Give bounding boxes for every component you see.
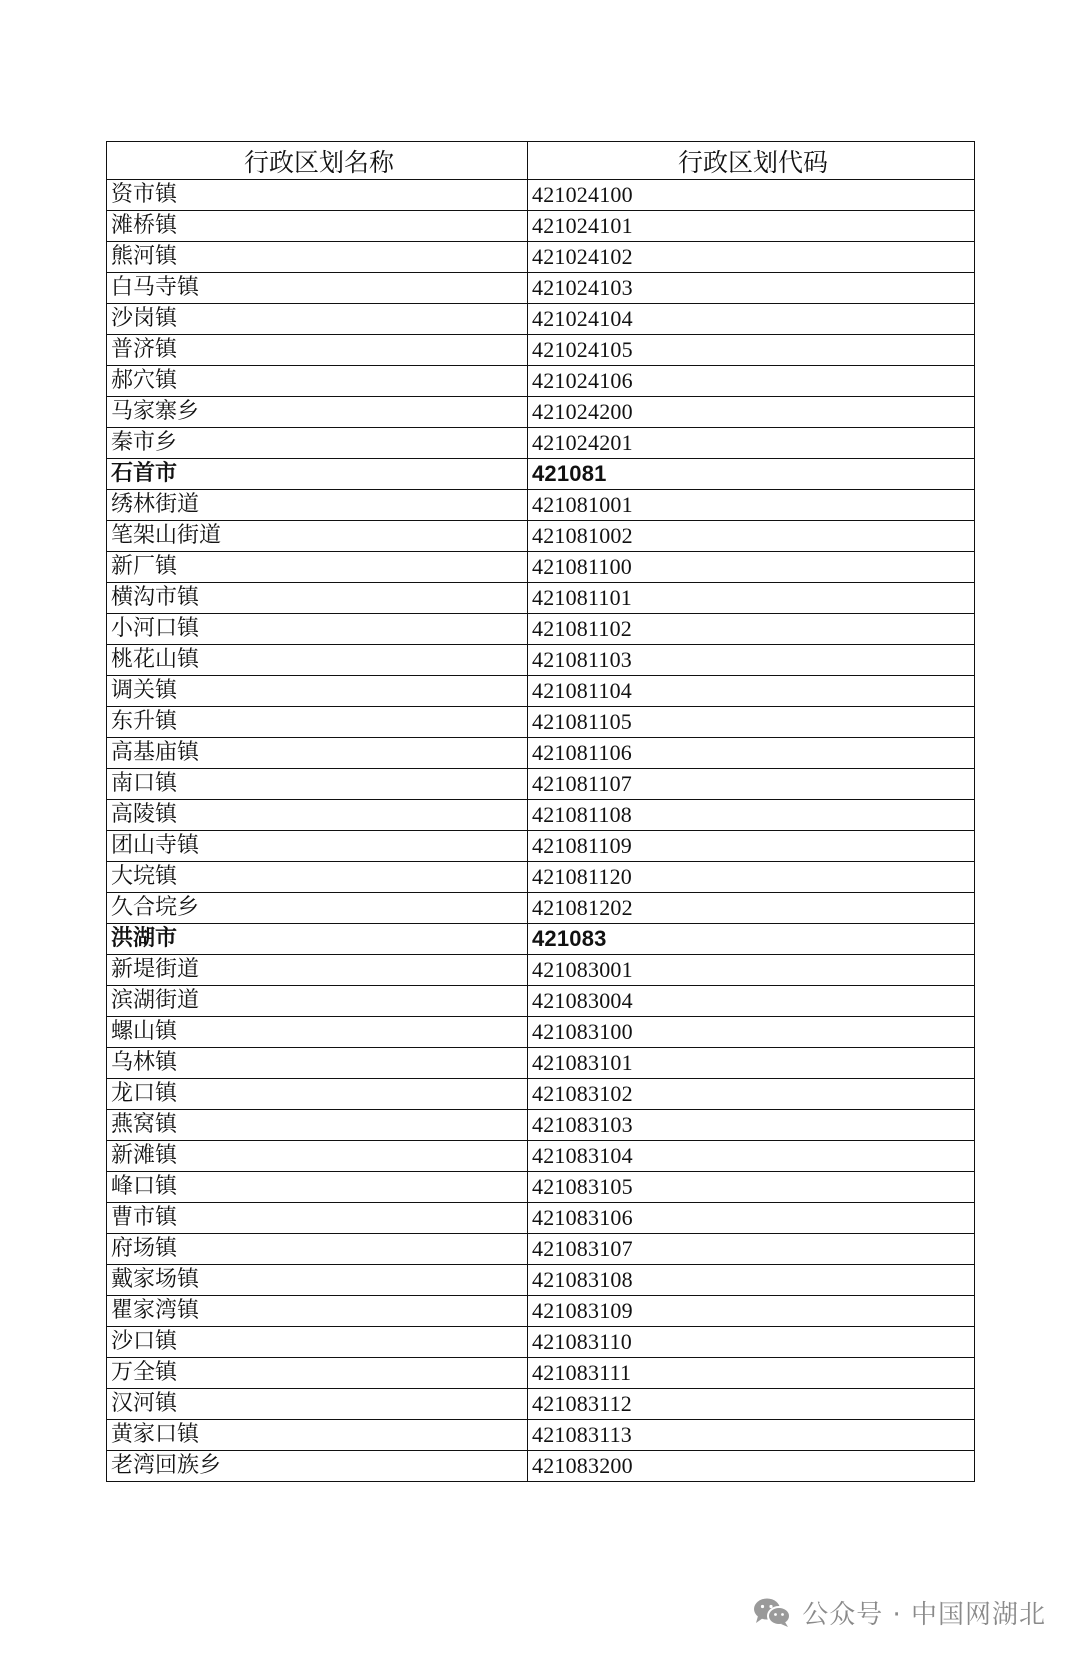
- table-row: [107, 428, 975, 459]
- division-code-cell: 421024104: [528, 304, 975, 335]
- division-name-cell: 洪湖市: [107, 924, 528, 955]
- division-name-cell: 笔架山街道: [107, 521, 528, 552]
- table-row: [107, 1079, 975, 1110]
- division-code-cell: 421083001: [528, 955, 975, 986]
- division-name-cell: 瞿家湾镇: [107, 1296, 528, 1327]
- division-name-cell: 熊河镇: [107, 242, 528, 273]
- division-name-cell: 秦市乡: [107, 428, 528, 459]
- division-name-cell: 燕窝镇: [107, 1110, 528, 1141]
- division-code-cell: 421024105: [528, 335, 975, 366]
- division-code-cell: 421081002: [528, 521, 975, 552]
- table-row: [107, 242, 975, 273]
- table-row: [107, 769, 975, 800]
- division-name-cell: 新厂镇: [107, 552, 528, 583]
- division-code-cell: 421081101: [528, 583, 975, 614]
- division-name-cell: 团山寺镇: [107, 831, 528, 862]
- division-code-cell: 421024103: [528, 273, 975, 304]
- division-code-cell: 421083105: [528, 1172, 975, 1203]
- table-row: [107, 800, 975, 831]
- division-code-cell: 421083110: [528, 1327, 975, 1358]
- division-name-cell: 螺山镇: [107, 1017, 528, 1048]
- division-code-cell: 421081105: [528, 707, 975, 738]
- division-name-cell: 小河口镇: [107, 614, 528, 645]
- division-name-cell: 马家寨乡: [107, 397, 528, 428]
- table-row: [107, 1110, 975, 1141]
- division-name-cell: 普济镇: [107, 335, 528, 366]
- division-code-cell: 421081103: [528, 645, 975, 676]
- division-name-cell: 南口镇: [107, 769, 528, 800]
- division-code-cell: 421083101: [528, 1048, 975, 1079]
- division-code-cell: 421083104: [528, 1141, 975, 1172]
- admin-division-table-container: [106, 141, 974, 1482]
- table-row: [107, 986, 975, 1017]
- division-name-cell: 汉河镇: [107, 1389, 528, 1420]
- table-row: [107, 583, 975, 614]
- division-name-cell: 久合垸乡: [107, 893, 528, 924]
- table-row: [107, 1327, 975, 1358]
- column-header-code: 行政区划代码: [528, 142, 975, 180]
- division-name-cell: 曹市镇: [107, 1203, 528, 1234]
- division-code-cell: 421083: [528, 924, 975, 955]
- table-row: [107, 862, 975, 893]
- table-row: [107, 1203, 975, 1234]
- table-row: [107, 924, 975, 955]
- table-row: [107, 521, 975, 552]
- table-row: [107, 211, 975, 242]
- division-name-cell: 峰口镇: [107, 1172, 528, 1203]
- division-code-cell: 421024102: [528, 242, 975, 273]
- table-row: [107, 366, 975, 397]
- division-name-cell: 乌林镇: [107, 1048, 528, 1079]
- table-row: [107, 1234, 975, 1265]
- column-header-name: 行政区划名称: [107, 142, 528, 180]
- division-name-cell: 龙口镇: [107, 1079, 528, 1110]
- division-name-cell: 新堤街道: [107, 955, 528, 986]
- division-name-cell: 白马寺镇: [107, 273, 528, 304]
- table-row: [107, 1389, 975, 1420]
- table-row: [107, 1172, 975, 1203]
- table-row: [107, 645, 975, 676]
- table-row: [107, 738, 975, 769]
- division-name-cell: 大垸镇: [107, 862, 528, 893]
- division-code-cell: 421081001: [528, 490, 975, 521]
- division-code-cell: 421024201: [528, 428, 975, 459]
- division-code-cell: 421081107: [528, 769, 975, 800]
- division-code-cell: 421081104: [528, 676, 975, 707]
- division-code-cell: 421081108: [528, 800, 975, 831]
- table-row: [107, 335, 975, 366]
- division-name-cell: 石首市: [107, 459, 528, 490]
- division-name-cell: 高基庙镇: [107, 738, 528, 769]
- division-code-cell: 421024200: [528, 397, 975, 428]
- division-code-cell: 421081202: [528, 893, 975, 924]
- division-name-cell: 高陵镇: [107, 800, 528, 831]
- division-code-cell: 421081102: [528, 614, 975, 645]
- division-code-cell: 421083111: [528, 1358, 975, 1389]
- division-name-cell: 黄家口镇: [107, 1420, 528, 1451]
- watermark-text: 公众号 · 中国网湖北: [802, 1599, 1046, 1630]
- table-header-row: [107, 142, 975, 180]
- division-code-cell: 421083107: [528, 1234, 975, 1265]
- table-row: [107, 614, 975, 645]
- division-code-cell: 421081: [528, 459, 975, 490]
- table-row: [107, 397, 975, 428]
- division-code-cell: 421083200: [528, 1451, 975, 1482]
- division-code-cell: 421024100: [528, 180, 975, 211]
- division-code-cell: 421024106: [528, 366, 975, 397]
- division-code-cell: 421081120: [528, 862, 975, 893]
- table-row: [107, 1265, 975, 1296]
- watermark: [752, 1592, 1046, 1632]
- division-name-cell: 沙口镇: [107, 1327, 528, 1358]
- division-code-cell: 421083109: [528, 1296, 975, 1327]
- division-name-cell: 滨湖街道: [107, 986, 528, 1017]
- table-row: [107, 1017, 975, 1048]
- table-row: [107, 1048, 975, 1079]
- division-name-cell: 横沟市镇: [107, 583, 528, 614]
- wechat-icon: [752, 1596, 792, 1628]
- division-name-cell: 沙岗镇: [107, 304, 528, 335]
- division-name-cell: 郝穴镇: [107, 366, 528, 397]
- table-row: [107, 676, 975, 707]
- division-code-cell: 421083004: [528, 986, 975, 1017]
- division-name-cell: 东升镇: [107, 707, 528, 738]
- division-code-cell: 421081106: [528, 738, 975, 769]
- table-row: [107, 1358, 975, 1389]
- division-name-cell: 桃花山镇: [107, 645, 528, 676]
- division-code-cell: 421083103: [528, 1110, 975, 1141]
- table-row: [107, 273, 975, 304]
- division-code-cell: 421083112: [528, 1389, 975, 1420]
- division-code-cell: 421083106: [528, 1203, 975, 1234]
- table-row: [107, 1451, 975, 1482]
- table-body: [107, 180, 975, 1482]
- division-code-cell: 421083108: [528, 1265, 975, 1296]
- table-row: [107, 1296, 975, 1327]
- table-row: [107, 1420, 975, 1451]
- division-code-cell: 421081109: [528, 831, 975, 862]
- table-row: [107, 893, 975, 924]
- division-name-cell: 府场镇: [107, 1234, 528, 1265]
- division-code-cell: 421083113: [528, 1420, 975, 1451]
- table-row: [107, 955, 975, 986]
- division-code-cell: 421024101: [528, 211, 975, 242]
- division-name-cell: 绣林街道: [107, 490, 528, 521]
- division-code-cell: 421081100: [528, 552, 975, 583]
- division-name-cell: 资市镇: [107, 180, 528, 211]
- division-name-cell: 老湾回族乡: [107, 1451, 528, 1482]
- admin-division-table: [106, 141, 975, 1482]
- table-row: [107, 831, 975, 862]
- division-code-cell: 421083102: [528, 1079, 975, 1110]
- table-row: [107, 304, 975, 335]
- table-row: [107, 180, 975, 211]
- table-row: [107, 459, 975, 490]
- division-name-cell: 万全镇: [107, 1358, 528, 1389]
- table-row: [107, 552, 975, 583]
- division-name-cell: 滩桥镇: [107, 211, 528, 242]
- table-row: [107, 707, 975, 738]
- division-name-cell: 调关镇: [107, 676, 528, 707]
- division-name-cell: 戴家场镇: [107, 1265, 528, 1296]
- division-code-cell: 421083100: [528, 1017, 975, 1048]
- table-row: [107, 1141, 975, 1172]
- table-row: [107, 490, 975, 521]
- division-name-cell: 新滩镇: [107, 1141, 528, 1172]
